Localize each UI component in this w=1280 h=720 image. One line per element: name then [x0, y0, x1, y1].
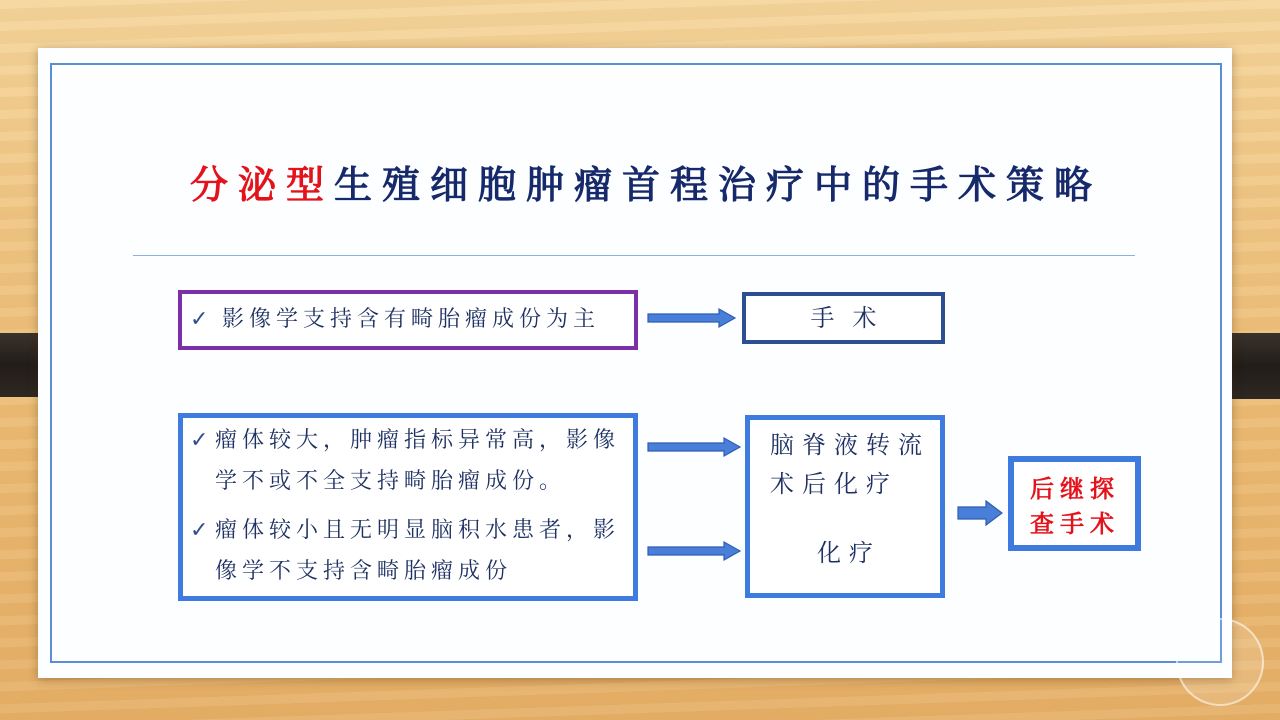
- action-box-surgery: [742, 292, 945, 344]
- condition-bullet: [190, 420, 633, 502]
- title-highlight: 分泌型: [190, 163, 335, 207]
- title-main: 生殖细胞肿瘤首程治疗中的手术策略: [334, 163, 1103, 207]
- condition-text: 瘤体较大，肿瘤指标异常高，影像学不或不全支持畸胎瘤成份。: [215, 428, 621, 494]
- followup-surgery-text: 后继探查手术: [1030, 475, 1120, 538]
- condition-box-teratoma: [178, 290, 638, 350]
- condition-box-non-teratoma: [178, 413, 638, 601]
- action-text: 手术: [810, 304, 895, 332]
- condition-text: 影像学支持含有畸胎瘤成份为主: [222, 307, 601, 332]
- followup-box: [1008, 456, 1141, 551]
- slide-title: [190, 160, 1102, 210]
- condition-bullet: [190, 510, 633, 592]
- slide: [38, 48, 1232, 678]
- treatment-chemo: 化疗: [817, 539, 881, 567]
- check-icon: [190, 420, 212, 461]
- check-icon: [190, 305, 212, 335]
- condition-text: 瘤体较小且无明显脑积水患者，影像学不支持含畸胎瘤成份: [215, 518, 621, 584]
- treatment-box: [745, 415, 945, 598]
- watermark-logo: [1176, 618, 1264, 706]
- treatment-shunt-then-chemo: 脑脊液转流术后化疗: [770, 431, 930, 498]
- check-icon: [190, 510, 212, 551]
- title-divider: [133, 255, 1135, 256]
